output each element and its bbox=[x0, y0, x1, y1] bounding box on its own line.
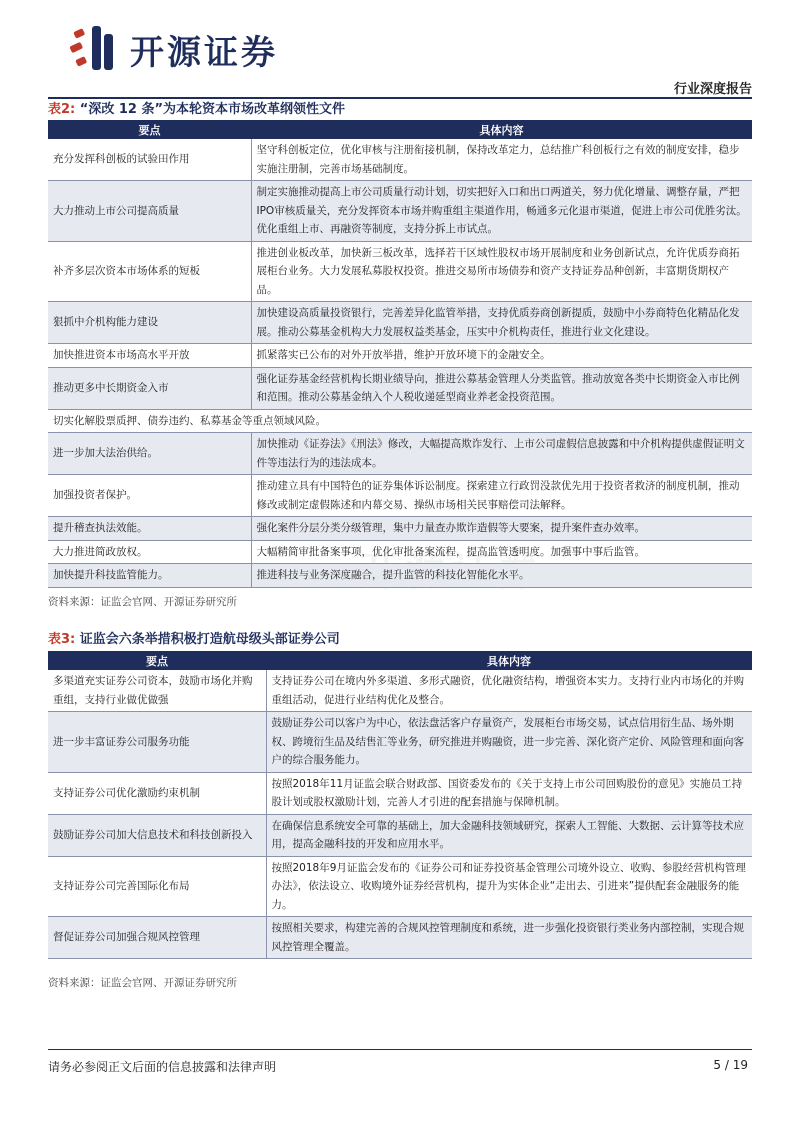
table-row bbox=[48, 302, 752, 344]
table-row bbox=[48, 772, 752, 814]
table2-source: 资料来源：证监会官网、开源证券研究所 bbox=[48, 596, 237, 608]
table2 bbox=[48, 120, 752, 588]
table3 bbox=[48, 651, 752, 959]
row-content: 强化案件分层分类分级管理，集中力量查办欺诈造假等大要案，提升案件查办效率。 bbox=[251, 517, 752, 541]
row-point: 加快提升科技监管能力。 bbox=[48, 564, 251, 588]
report-type: 行业深度报告 bbox=[673, 82, 752, 97]
table-row bbox=[48, 814, 752, 856]
table-row bbox=[48, 181, 752, 242]
table2-col-point: 要点 bbox=[48, 120, 251, 139]
row-point: 多渠道充实证券公司资本，鼓励市场化并购重组，支持行业做优做强 bbox=[48, 670, 266, 712]
table-row bbox=[48, 241, 752, 302]
row-content: 加快推动《证券法》《刑法》修改，大幅提高欺诈发行、上市公司虚假信息披露和中介机构提供虚假证明文件等违法行为的违法成本。 bbox=[251, 433, 752, 475]
row-content: 推进创业板改革，加快新三板改革，选择若干区域性股权市场开展制度和业务创新试点，允许优质券商拓展柜台业务。大力发展私募股权投资。推进交易所市场债券和资产支持证券品种创新，丰富期货期权产品。 bbox=[251, 241, 752, 302]
row-point: 提升稽查执法效能。 bbox=[48, 517, 251, 541]
table2-label: 表2: bbox=[48, 102, 76, 117]
table-row bbox=[48, 433, 752, 475]
row-content: 抓紧落实已公布的对外开放举措，维护开放环境下的金融安全。 bbox=[251, 344, 752, 368]
header-divider bbox=[48, 97, 752, 99]
table3-source: 资料来源：证监会官网、开源证券研究所 bbox=[48, 977, 237, 989]
table-row bbox=[48, 367, 752, 409]
row-content: 按照2018年9月证监会发布的《证券公司和证券投资基金管理公司境外设立、收购、参股经营机构管理办法》，依法设立、收购境外证券经营机构，提升为实体企业“走出去、引进来”提供配套金融服务的能力。 bbox=[266, 856, 752, 917]
table2-title bbox=[48, 100, 345, 120]
row-point: 充分发挥科创板的试验田作用 bbox=[48, 139, 251, 181]
row-point: 加强投资者保护。 bbox=[48, 475, 251, 517]
table-row bbox=[48, 917, 752, 959]
table3-col-content: 具体内容 bbox=[266, 651, 752, 670]
table3-title bbox=[48, 630, 340, 650]
table3-header-row bbox=[48, 651, 752, 670]
row-point: 支持证券公司优化激励约束机制 bbox=[48, 772, 266, 814]
row-content: 坚守科创板定位，优化审核与注册衔接机制，保持改革定力，总结推广科创板行之有效的制度安排，稳步实施注册制，完善市场基础制度。 bbox=[251, 139, 752, 181]
table2-col-content: 具体内容 bbox=[251, 120, 752, 139]
row-point: 督促证券公司加强合规风控管理 bbox=[48, 917, 266, 959]
row-content: 推进科技与业务深度融合，提升监管的科技化智能化水平。 bbox=[251, 564, 752, 588]
row-content: 推动建立具有中国特色的证券集体诉讼制度。探索建立行政罚没款优先用于投资者救济的制度机制，推动修改或制定虚假陈述和内幕交易、操纵市场相关民事赔偿司法解释。 bbox=[251, 475, 752, 517]
row-point: 鼓励证券公司加大信息技术和科技创新投入 bbox=[48, 814, 266, 856]
brand-name: 开源证券 bbox=[130, 32, 278, 73]
row-content: 制定实施推动提高上市公司质量行动计划，切实把好入口和出口两道关，努力优化增量、调整存量，严把IPO审核质量关，充分发挥资本市场并购重组主渠道作用，畅通多元化退市渠道，促进上市公司优胜劣汰。优化重组上市、再融资等制度，支持分拆上市试点。 bbox=[251, 181, 752, 242]
row-point: 进一步丰富证券公司服务功能 bbox=[48, 712, 266, 773]
row-content: 加快建设高质量投资银行，完善差异化监管举措，支持优质券商创新提质，鼓励中小券商特色化精品化发展。推动公募基金机构大力发展权益类基金，压实中介机构责任，推进行业文化建设。 bbox=[251, 302, 752, 344]
row-point: 狠抓中介机构能力建设 bbox=[48, 302, 251, 344]
table-row bbox=[48, 409, 752, 433]
footer-divider bbox=[48, 1049, 752, 1050]
table-row bbox=[48, 344, 752, 368]
row-point: 大力推动上市公司提高质量 bbox=[48, 181, 251, 242]
table3-col-point: 要点 bbox=[48, 651, 266, 670]
row-content: 在确保信息系统安全可靠的基础上，加大金融科技领域研究，探索人工智能、大数据、云计算等技术应用，提高金融科技的开发和应用水平。 bbox=[266, 814, 752, 856]
row-point: 加快推进资本市场高水平开放 bbox=[48, 344, 251, 368]
brand-logo bbox=[68, 22, 278, 76]
row-content: 支持证券公司在境内外多渠道、多形式融资，优化融资结构，增强资本实力。支持行业内市场化的并购重组活动，促进行业结构优化及整合。 bbox=[266, 670, 752, 712]
table-row bbox=[48, 540, 752, 564]
table-row bbox=[48, 139, 752, 181]
row-point: 切实化解股票质押、债券违约、私募基金等重点领域风险。 bbox=[48, 409, 752, 433]
row-content: 强化证券基金经营机构长期业绩导向，推进公募基金管理人分类监管。推动放宽各类中长期资金入市比例和范围。推动公募基金纳入个人税收递延型商业养老金投资范围。 bbox=[251, 367, 752, 409]
table3-title-text: 证监会六条举措积极打造航母级头部证券公司 bbox=[79, 632, 340, 647]
row-content: 按照相关要求，构建完善的合规风控管理制度和系统，进一步强化投资银行类业务内部控制，实现合规风控管理全覆盖。 bbox=[266, 917, 752, 959]
row-point: 补齐多层次资本市场体系的短板 bbox=[48, 241, 251, 302]
page-number: 5 / 19 bbox=[713, 1058, 748, 1072]
row-point: 推动更多中长期资金入市 bbox=[48, 367, 251, 409]
table2-title-text: “深改 12 条”为本轮资本市场改革纲领性文件 bbox=[79, 102, 346, 117]
row-point: 支持证券公司完善国际化布局 bbox=[48, 856, 266, 917]
table3-label: 表3: bbox=[48, 632, 76, 647]
table-row bbox=[48, 670, 752, 712]
logo-mark-icon bbox=[68, 22, 120, 76]
table-row bbox=[48, 856, 752, 917]
row-content: 大幅精简审批备案事项，优化审批备案流程，提高监管透明度。加强事中事后监管。 bbox=[251, 540, 752, 564]
table-row bbox=[48, 517, 752, 541]
row-point: 进一步加大法治供给。 bbox=[48, 433, 251, 475]
row-point: 大力推进简政放权。 bbox=[48, 540, 251, 564]
table-row bbox=[48, 564, 752, 588]
table2-header-row bbox=[48, 120, 752, 139]
footer-disclaimer: 请务必参阅正文后面的信息披露和法律声明 bbox=[48, 1060, 277, 1074]
table-row bbox=[48, 475, 752, 517]
row-content: 按照2018年11月证监会联合财政部、国资委发布的《关于支持上市公司回购股份的意见》实施员工持股计划或股权激励计划，完善人才引进的配套措施与保障机制。 bbox=[266, 772, 752, 814]
table-row bbox=[48, 712, 752, 773]
row-content: 鼓励证券公司以客户为中心，依法盘活客户存量资产，发展柜台市场交易，试点信用衍生品、场外期权、跨境衍生品及结售汇等业务，研究推进并购融资，进一步完善、深化资产定价、风险管理和面向客户的综合服务能力。 bbox=[266, 712, 752, 773]
